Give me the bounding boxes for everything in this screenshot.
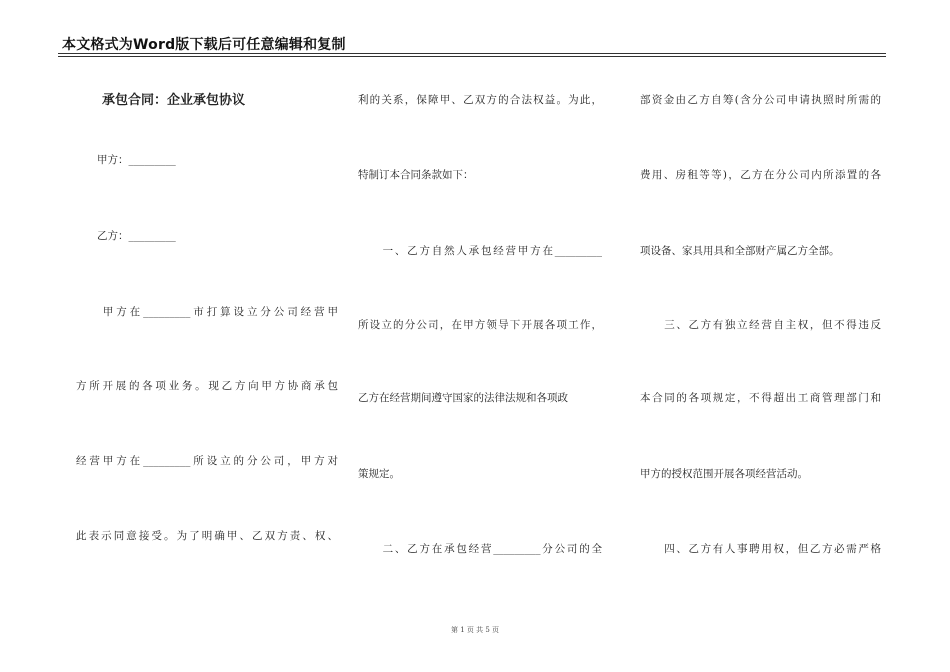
header-rule-thin — [58, 56, 886, 57]
text-line: 本合同的各项规定，不得超出工商管理部门和 — [640, 392, 881, 404]
text-line: 方所开展的各项业务。现乙方向甲方协商承包 — [76, 380, 338, 392]
text-line: 部资金由乙方自筹(含分公司申请执照时所需的 — [640, 94, 881, 106]
text-line: 甲方：_________ — [76, 154, 176, 166]
text-line: 项设备、家具用具和全部财产属乙方全部。 — [640, 245, 840, 257]
document-header: 本文格式为Word版下载后可任意编辑和复制 — [62, 37, 346, 53]
text-line: 二、乙方在承包经营_________分公司的全 — [358, 543, 602, 555]
text-line: 策规定。 — [358, 468, 400, 480]
page-number: 第 1 页 共 5 页 — [450, 626, 500, 634]
text-line: 费用、房租等等)，乙方在分公司内所添置的各 — [640, 169, 881, 181]
text-line: 利的关系，保障甲、乙双方的合法权益。为此， — [358, 94, 602, 106]
text-line: 特制订本合同条款如下： — [358, 169, 474, 181]
header-rule — [58, 53, 886, 54]
text-line: 经营甲方在_________所设立的分公司，甲方对 — [76, 455, 338, 467]
text-line: 乙方在经营期间遵守国家的法律法规和各项政 — [358, 392, 568, 404]
text-line: 甲方的授权范围开展各项经营活动。 — [640, 468, 808, 480]
text-line: 此表示同意接受。为了明确甲、乙双方责、权、 — [76, 530, 338, 542]
document-title: 承包合同：企业承包协议 — [76, 93, 246, 108]
text-line: 乙方：_________ — [76, 230, 176, 242]
text-line: 一、乙方自然人承包经营甲方在_________ — [358, 245, 602, 257]
text-line: 所设立的分公司，在甲方领导下开展各项工作， — [358, 319, 602, 331]
text-line: 四、乙方有人事聘用权，但乙方必需严格 — [640, 543, 881, 555]
text-line: 三、乙方有独立经营自主权，但不得违反 — [640, 319, 881, 331]
text-line: 甲方在_________市打算设立分公司经营甲 — [76, 306, 338, 318]
